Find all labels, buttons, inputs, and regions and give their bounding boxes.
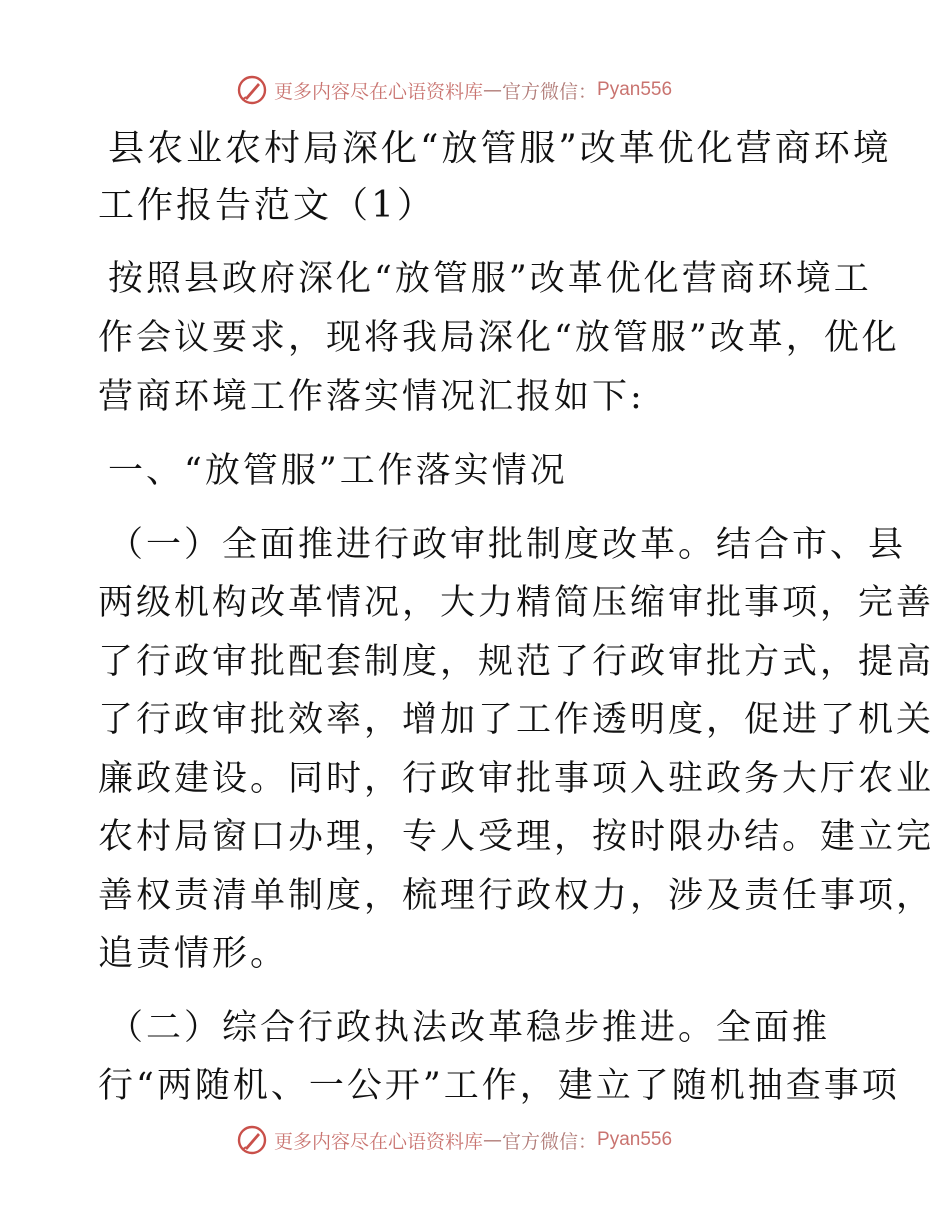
document-title-line-1: 县农业农村局深化“放管服”改革优化营商环境 [108, 128, 892, 169]
body-line: 廉政建设。同时，行政审批事项入驻政务大厅农业 [98, 759, 935, 799]
body-line: 追责情形。 [98, 934, 289, 974]
watermark-separator: — [483, 79, 503, 101]
watermark-wechat-label: 官方微信： [502, 80, 598, 103]
body-line: （一）全面推进行政审批制度改革。结合市、县 [108, 525, 907, 565]
body-line: 善权责清单制度，梳理行政权力，涉及责任事项， [98, 876, 935, 916]
feather-pen-logo-icon [236, 1124, 268, 1156]
body-line: 农村局窗口办理，专人受理，按时限办结。建立完 [98, 817, 935, 857]
body-line: （二）综合行政执法改革稳步推进。全面推 [108, 1008, 831, 1048]
watermark-wechat-id: Pyan556 [597, 79, 673, 100]
watermark-text: 更多内容尽在心语资料库 [274, 80, 484, 103]
watermark-header [236, 73, 672, 107]
body-line: 了行政审批配套制度，规范了行政审批方式，提高 [98, 642, 935, 682]
document-title-line-2: 工作报告范文（1） [98, 185, 436, 226]
body-line: 两级机构改革情况，大力精简压缩审批事项，完善 [98, 583, 935, 623]
watermark-wechat-id: Pyan556 [597, 1129, 673, 1150]
watermark-footer [236, 1123, 672, 1157]
body-line: 作会议要求，现将我局深化“放管服”改革，优化 [98, 318, 900, 358]
body-line: 营商环境工作落实情况汇报如下: [98, 377, 645, 417]
body-line: 按照县政府深化“放管服”改革优化营商环境工 [108, 259, 872, 299]
watermark-text: 更多内容尽在心语资料库 [274, 1130, 484, 1153]
watermark-wechat-label: 官方微信： [502, 1130, 598, 1153]
section-heading: 一、“放管服”工作落实情况 [108, 451, 568, 491]
body-line: 行“两随机、一公开”工作，建立了随机抽查事项 [98, 1066, 900, 1106]
watermark-separator: — [483, 1129, 503, 1151]
body-line: 了行政审批效率，增加了工作透明度，促进了机关 [98, 700, 935, 740]
feather-pen-logo-icon [236, 74, 268, 106]
